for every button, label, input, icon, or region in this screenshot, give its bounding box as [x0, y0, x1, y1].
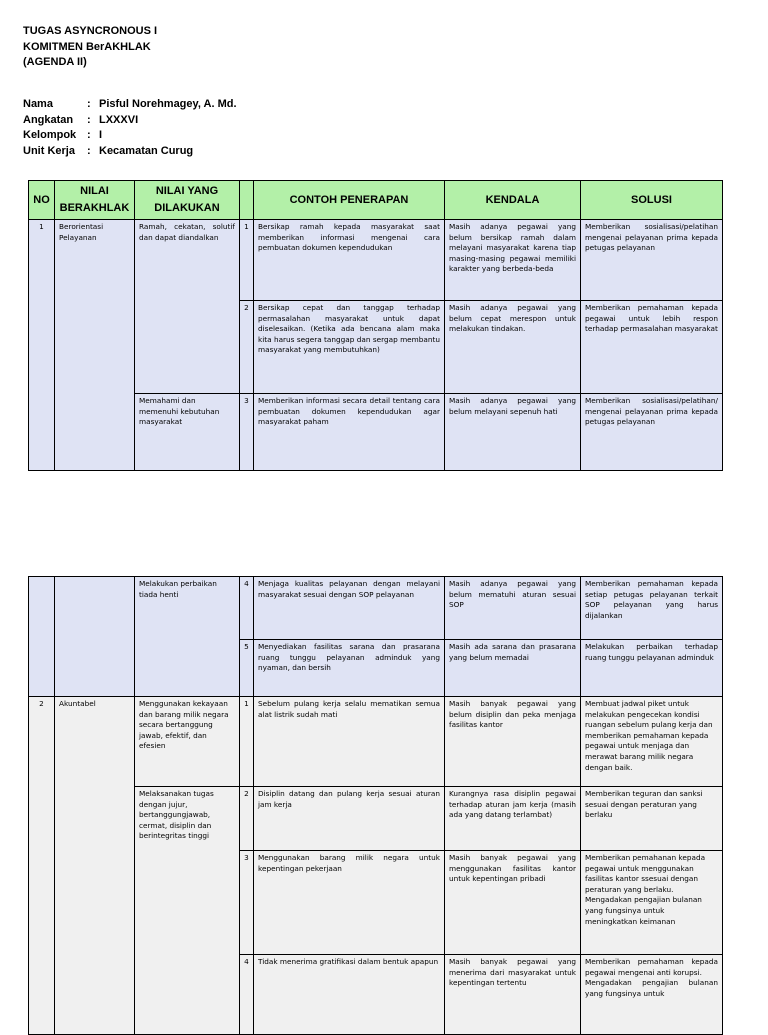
table-row [29, 697, 723, 787]
row-number-empty [29, 577, 55, 697]
kendala-cell: Masih ada sarana dan prasarana yang belum memadai [445, 640, 581, 697]
kendala-cell: Masih adanya pegawai yang belum cepat merespon untuk melakukan tindakan. [445, 301, 581, 394]
table-row [29, 220, 723, 301]
col-header-contoh-penerapan: CONTOH PENERAPAN [254, 181, 445, 220]
item-index: 4 [240, 577, 254, 640]
kendala-cell: Masih adanya pegawai yang belum bersikap ramah dalam melayani masyarakat karena tiap masing-masing pegawai memiliki karakter yang berbeda-beda [445, 220, 581, 301]
nilai-berakhlak-cell: Akuntabel [55, 697, 135, 1035]
identity-info-block [23, 97, 237, 159]
title-line-3: (AGENDA II) [23, 56, 87, 68]
info-row-angkatan [23, 113, 237, 129]
nilai-berakhlak-empty [55, 577, 135, 697]
solusi-cell: Memberikan pemahaman kepada pegawai untuk lebih respon terhadap permasalahan masyarakat [581, 301, 723, 394]
item-index: 5 [240, 640, 254, 697]
document-title-block [23, 24, 157, 71]
kendala-cell: Masih banyak pegawai yang menggunakan fasilitas kantor untuk kepentingan pribadi [445, 851, 581, 955]
row-number: 2 [29, 697, 55, 1035]
berakhlak-table-page-1 [28, 180, 723, 471]
info-row-kelompok [23, 128, 237, 144]
info-value: LXXXVI [99, 113, 139, 126]
solusi-cell: Memberikan sosialisasi/pelatihan/ mengenai pelayanan prima kepada petugas pelayanan [581, 394, 723, 471]
contoh-cell: Menggunakan barang milik negara untuk kepentingan pekerjaan [254, 851, 445, 955]
solusi-cell: Melakukan perbaikan terhadap ruang tunggu pelayanan adminduk [581, 640, 723, 697]
nilai-dilakukan-cell: Memahami dan memenuhi kebutuhan masyarakat [135, 394, 240, 471]
kendala-cell: Masih banyak pegawai yang menerima dari masyarakat untuk kepentingan tertentu [445, 955, 581, 1035]
info-value: I [99, 129, 103, 141]
row-number: 1 [29, 220, 55, 471]
col-header-solusi: SOLUSI [581, 181, 723, 220]
contoh-cell: Tidak menerima gratifikasi dalam bentuk apapun [254, 955, 445, 1035]
info-colon: : [87, 98, 91, 110]
solusi-cell: Memberikan pemahaman kepada setiap petugas pelayanan terkait SOP pelayanan yang harus dijalankan [581, 577, 723, 640]
info-value: Pisful Norehmagey, A. Md. [99, 98, 237, 110]
col-header-nilai-dilakukan: NILAI YANG DILAKUKAN [135, 181, 240, 220]
kendala-cell: Masih adanya pegawai yang belum melayani sepenuh hati [445, 394, 581, 471]
contoh-cell: Memberikan informasi secara detail tentang cara pembuatan dokumen kependudukan agar masyarakat paham [254, 394, 445, 471]
item-index: 3 [240, 394, 254, 471]
solusi-cell: Membuat jadwal piket untuk melakukan pengecekan kondisi ruangan sebelum pulang kerja dan memberikan pemahaman kepada pegawai untuk menjaga dan merawat barang milik negara dengan baik. [581, 697, 723, 787]
solusi-cell: Memberikan teguran dan sanksi sesuai dengan peraturan yang berlaku [581, 787, 723, 851]
solusi-cell: Memberikan pemahaman kepada pegawai mengenai anti korupsi. Mengadakan pengajian bulanan yang fungsinya untuk [581, 955, 723, 1035]
contoh-cell: Bersikap cepat dan tanggap terhadap permasalahan masyarakat untuk dapat diselesaikan. (Ketika ada bencana alam maka kita harus segera tanggap dan sergap membantu masyarakat yang membutuhkan) [254, 301, 445, 394]
nilai-dilakukan-cell: Melaksanakan tugas dengan jujur, bertanggungjawab, cermat, disiplin dan berintegritas tinggi [135, 787, 240, 1035]
item-index: 1 [240, 697, 254, 787]
kendala-cell: Kurangnya rasa disiplin pegawai terhadap aturan jam kerja (masih ada yang datang terlambat) [445, 787, 581, 851]
contoh-cell: Disiplin datang dan pulang kerja sesuai aturan jam kerja [254, 787, 445, 851]
col-header-blank [240, 181, 254, 220]
info-label: Angkatan [23, 113, 74, 126]
item-index: 4 [240, 955, 254, 1035]
contoh-cell: Bersikap ramah kepada masyarakat saat memberikan informasi mengenai cara pembuatan dokumen kependudukan [254, 220, 445, 301]
title-line-1: TUGAS ASYNCRONOUS I [23, 25, 158, 37]
kendala-cell: Masih banyak pegawai yang belum disiplin dan peka menjaga fasilitas kantor [445, 697, 581, 787]
solusi-cell: Memberikan sosialisasi/pelatihan mengenai pelayanan prima kepada petugas pelayanan [581, 220, 723, 301]
contoh-cell: Sebelum pulang kerja selalu mematikan semua alat listrik sudah mati [254, 697, 445, 787]
info-colon: : [87, 129, 91, 141]
item-index: 1 [240, 220, 254, 301]
col-header-nilai-berakhlak: NILAI BERAKHLAK [55, 181, 135, 220]
info-row-unit-kerja [23, 144, 237, 160]
solusi-cell: Memberikan pemahanan kepada pegawai untuk menggunakan fasilitas kantor ssesuai dengan peraturan yang berlaku. Mengadakan pengajian bulanan yang fungsinya untuk meningkatkan keimanan [581, 851, 723, 955]
info-colon: : [87, 144, 91, 157]
nilai-dilakukan-cell: Menggunakan kekayaan dan barang milik negara secara bertanggung jawab, efektif, dan efesien [135, 697, 240, 787]
nilai-berakhlak-cell: Berorientasi Pelayanan [55, 220, 135, 471]
contoh-cell: Menjaga kualitas pelayanan dengan melayani masyarakat sesuai dengan SOP pelayanan [254, 577, 445, 640]
info-colon: : [87, 113, 91, 126]
contoh-cell: Menyediakan fasilitas sarana dan prasarana ruang tunggu pelayanan adminduk yang nyaman, dan bersih [254, 640, 445, 697]
table-header-row [29, 181, 723, 220]
info-value: Kecamatan Curug [99, 144, 194, 157]
item-index: 2 [240, 787, 254, 851]
info-row-nama [23, 97, 237, 113]
table-row [29, 577, 723, 640]
info-label: Nama [23, 98, 53, 110]
nilai-dilakukan-cell: Melakukan perbaikan tiada henti [135, 577, 240, 697]
kendala-cell: Masih adanya pegawai yang belum mematuhi aturan sesuai SOP [445, 577, 581, 640]
col-header-no: NO [29, 181, 55, 220]
item-index: 2 [240, 301, 254, 394]
info-label: Unit Kerja [23, 144, 75, 157]
nilai-dilakukan-cell: Ramah, cekatan, solutif dan dapat diandalkan [135, 220, 240, 394]
title-line-2: KOMITMEN BerAKHLAK [23, 40, 151, 53]
col-header-kendala: KENDALA [445, 181, 581, 220]
item-index: 3 [240, 851, 254, 955]
berakhlak-table-page-2 [28, 576, 723, 1035]
info-label: Kelompok [23, 129, 77, 141]
